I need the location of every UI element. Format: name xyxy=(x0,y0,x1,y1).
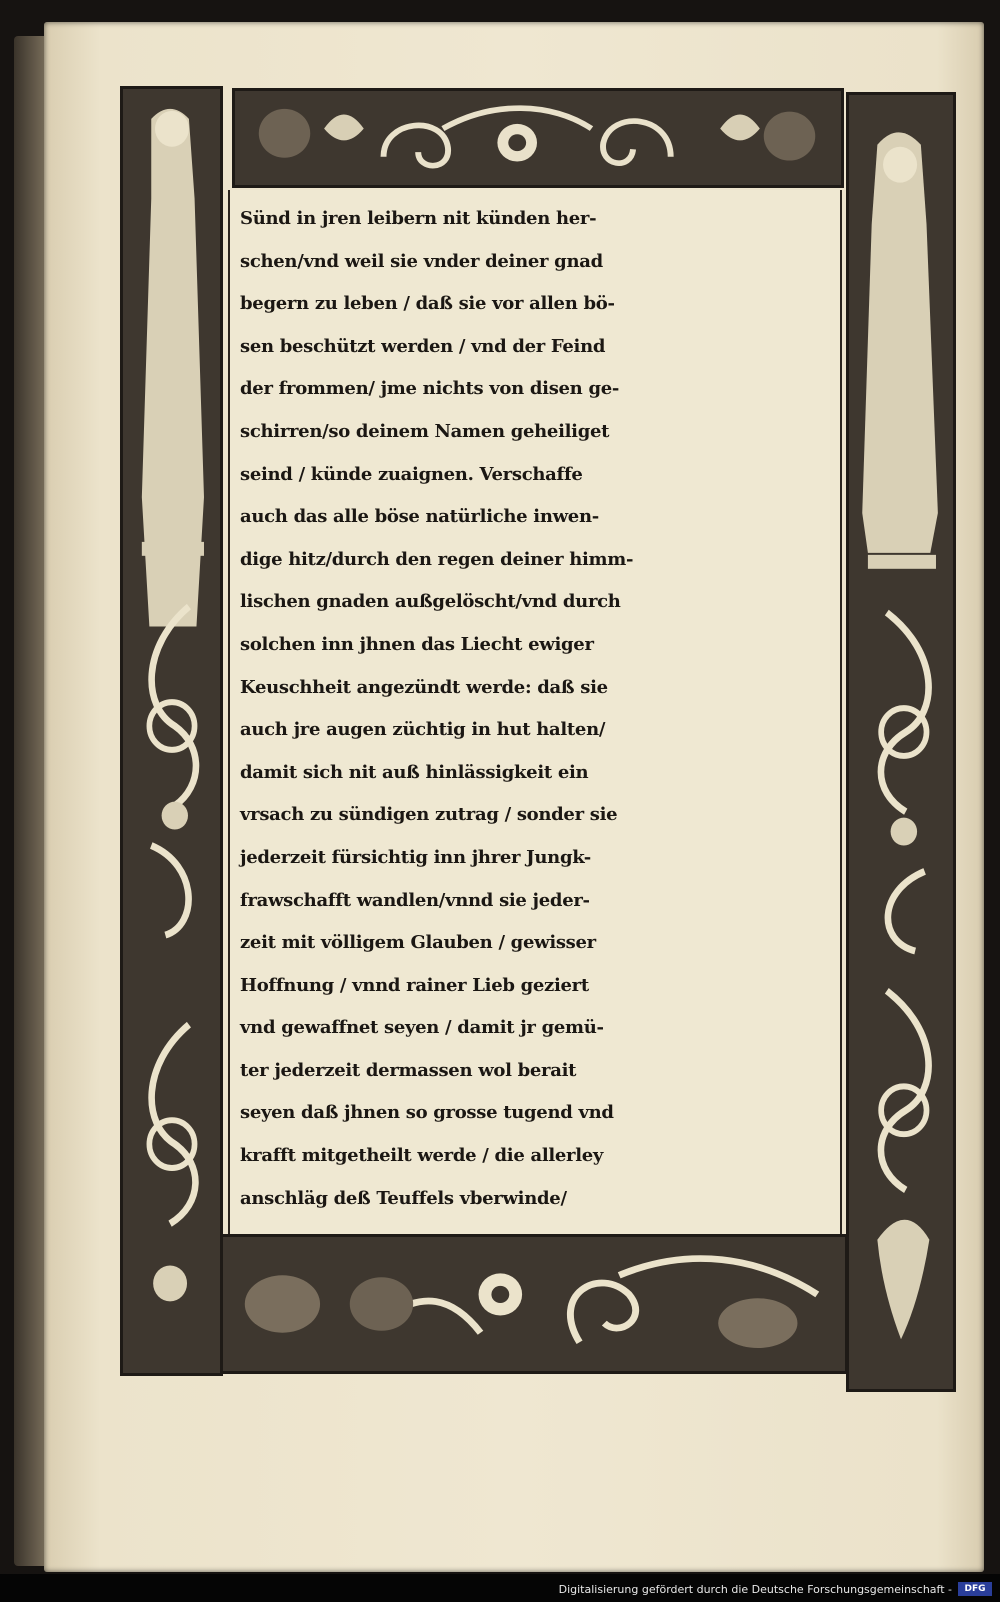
text-line: jederzeit fürsichtig inn jhrer Jungk- xyxy=(240,846,591,868)
text-line: lischen gnaden außgelöscht/vnd durch xyxy=(240,591,621,613)
top-ornament-border xyxy=(232,88,844,188)
text-line: Sünd in jren leibern nit künden her- xyxy=(240,208,597,229)
text-line: schirren/so deinem Namen geheiliget xyxy=(240,420,610,442)
text-line: seyen daß jhnen so grosse tugend vnd xyxy=(240,1102,614,1124)
text-line: Keuschheit angezündt werde: daß sie xyxy=(240,676,608,698)
body-text-block xyxy=(228,190,842,1234)
text-line: solchen inn jhnen das Liecht ewiger xyxy=(240,633,594,655)
left-ornament-border xyxy=(120,86,223,1376)
footer-credit: Digitalisierung gefördert durch die Deutsche Forschungsgemeinschaft - xyxy=(558,1583,952,1596)
text-line: vrsach zu sündigen zutrag / sonder sie xyxy=(240,804,618,826)
text-line: damit sich nit auß hinlässigkeit ein xyxy=(240,761,589,783)
text-line: anschläg deß Teuffels vberwinde/ xyxy=(240,1187,567,1209)
bottom-ornament-border xyxy=(220,1234,848,1374)
footer-bar xyxy=(0,1574,1000,1602)
text-line: vnd gewaffnet seyen / damit jr gemü- xyxy=(240,1017,604,1039)
text-line: frawschafft wandlen/vnnd sie jeder- xyxy=(240,889,590,911)
text-line: ter jederzeit dermassen wol berait xyxy=(240,1059,577,1081)
text-line: dige hitz/durch den regen deiner himm- xyxy=(240,548,634,570)
text-line: begern zu leben / daß sie vor allen bö- xyxy=(240,293,615,315)
text-line: seind / künde zuaignen. Verschaffe xyxy=(240,463,583,485)
text-line: auch das alle böse natürliche inwen- xyxy=(240,506,599,528)
text-line: sen beschützt werden / vnd der Feind xyxy=(240,335,606,357)
text-line: Hoffnung / vnnd rainer Lieb geziert xyxy=(240,974,589,996)
woodcut-frame xyxy=(108,86,976,1406)
text-line: schen/vnd weil sie vnder deiner gnad xyxy=(240,250,603,272)
dfg-logo: DFG xyxy=(958,1582,992,1596)
text-line: krafft mitgetheilt werde / die allerley xyxy=(240,1145,604,1167)
text-line: zeit mit völligem Glauben / gewisser xyxy=(240,932,596,954)
text-line: auch jre augen züchtig in hut halten/ xyxy=(240,719,606,741)
text-line: der frommen/ jme nichts von disen ge- xyxy=(240,378,620,400)
right-ornament-border xyxy=(846,92,956,1392)
